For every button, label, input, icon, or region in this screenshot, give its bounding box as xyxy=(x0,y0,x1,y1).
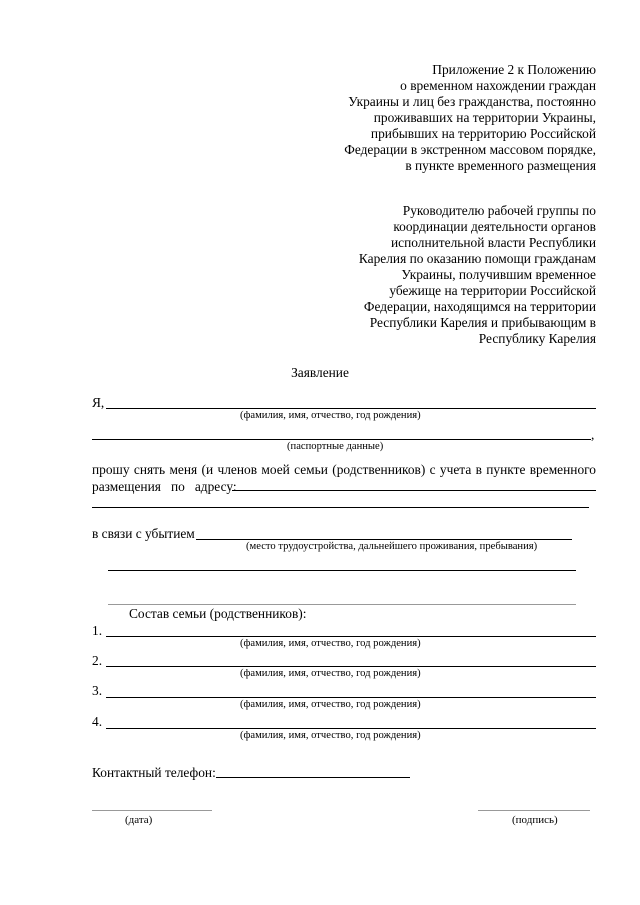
document-title: Заявление xyxy=(291,365,349,380)
departure-caption: (место трудоустройства, дальнейшего проживания, пребывания) xyxy=(246,541,538,552)
family-title: Состав семьи (родственников): xyxy=(129,606,307,621)
family-member-number: 1. xyxy=(92,623,103,638)
family-member-caption: (фамилия, имя, отчество, год рождения) xyxy=(240,699,421,710)
family-member-number: 3. xyxy=(92,683,103,698)
passport-caption: (паспортные данные) xyxy=(287,441,384,452)
appendix-line: в пункте временного размещения xyxy=(405,158,596,173)
addressee-line: Республики Карелия и прибывающим в xyxy=(369,315,596,330)
family-member-caption: (фамилия, имя, отчество, год рождения) xyxy=(240,730,421,741)
appendix-line: Приложение 2 к Положению xyxy=(432,62,596,77)
family-member-field[interactable] xyxy=(106,636,596,637)
appendix-line: проживавших на территории Украины, xyxy=(373,110,596,125)
addressee-line: координации деятельности органов xyxy=(393,219,596,234)
applicant-prefix: Я, xyxy=(92,395,105,410)
contact-phone-field[interactable] xyxy=(216,777,410,778)
family-member-number: 2. xyxy=(92,653,103,668)
appendix-line: Украины и лиц без гражданства, постоянно xyxy=(348,94,596,109)
signature-field[interactable] xyxy=(478,810,590,811)
date-caption: (дата) xyxy=(125,814,153,826)
departure-field-continued[interactable] xyxy=(108,570,576,571)
addressee-line: Карелия по оказанию помощи гражданам xyxy=(358,251,596,266)
request-text-line1: прошу снять меня (и членов моей семьи (родственников) с учета в пункте временного xyxy=(92,462,596,477)
applicant-name-field[interactable] xyxy=(106,408,596,409)
address-field[interactable] xyxy=(232,490,596,491)
appendix-line: Федерации в экстренном массовом порядке, xyxy=(344,142,596,157)
departure-field[interactable] xyxy=(196,539,572,540)
family-member-field[interactable] xyxy=(106,728,596,729)
departure-label: в связи с убытием xyxy=(92,526,195,541)
request-text-line2: размещения по адресу: xyxy=(92,479,237,494)
signature-caption: (подпись) xyxy=(512,814,558,826)
family-member-caption: (фамилия, имя, отчество, год рождения) xyxy=(240,668,421,679)
blank-line xyxy=(108,604,576,605)
appendix-line: о временном нахождении граждан xyxy=(400,78,596,93)
passport-comma: , xyxy=(591,427,595,442)
family-member-caption: (фамилия, имя, отчество, год рождения) xyxy=(240,638,421,649)
appendix-line: прибывших на территорию Российской xyxy=(370,126,596,141)
contact-phone-label: Контактный телефон: xyxy=(92,765,216,780)
addressee-line: Руководителю рабочей группы по xyxy=(402,203,596,218)
date-field[interactable] xyxy=(92,810,212,811)
addressee-line: Федерации, находящимся на территории xyxy=(363,299,596,314)
addressee-line: Украины, получившим временное xyxy=(401,267,596,282)
passport-field[interactable] xyxy=(92,439,591,440)
addressee-line: исполнительной власти Республики xyxy=(390,235,596,250)
applicant-name-caption: (фамилия, имя, отчество, год рождения) xyxy=(240,410,421,421)
family-member-number: 4. xyxy=(92,714,103,729)
family-member-field[interactable] xyxy=(106,666,596,667)
addressee-line: Республику Карелия xyxy=(478,331,596,346)
family-member-field[interactable] xyxy=(106,697,596,698)
address-field-continued[interactable] xyxy=(92,507,589,508)
addressee-line: убежище на территории Российской xyxy=(389,283,596,298)
